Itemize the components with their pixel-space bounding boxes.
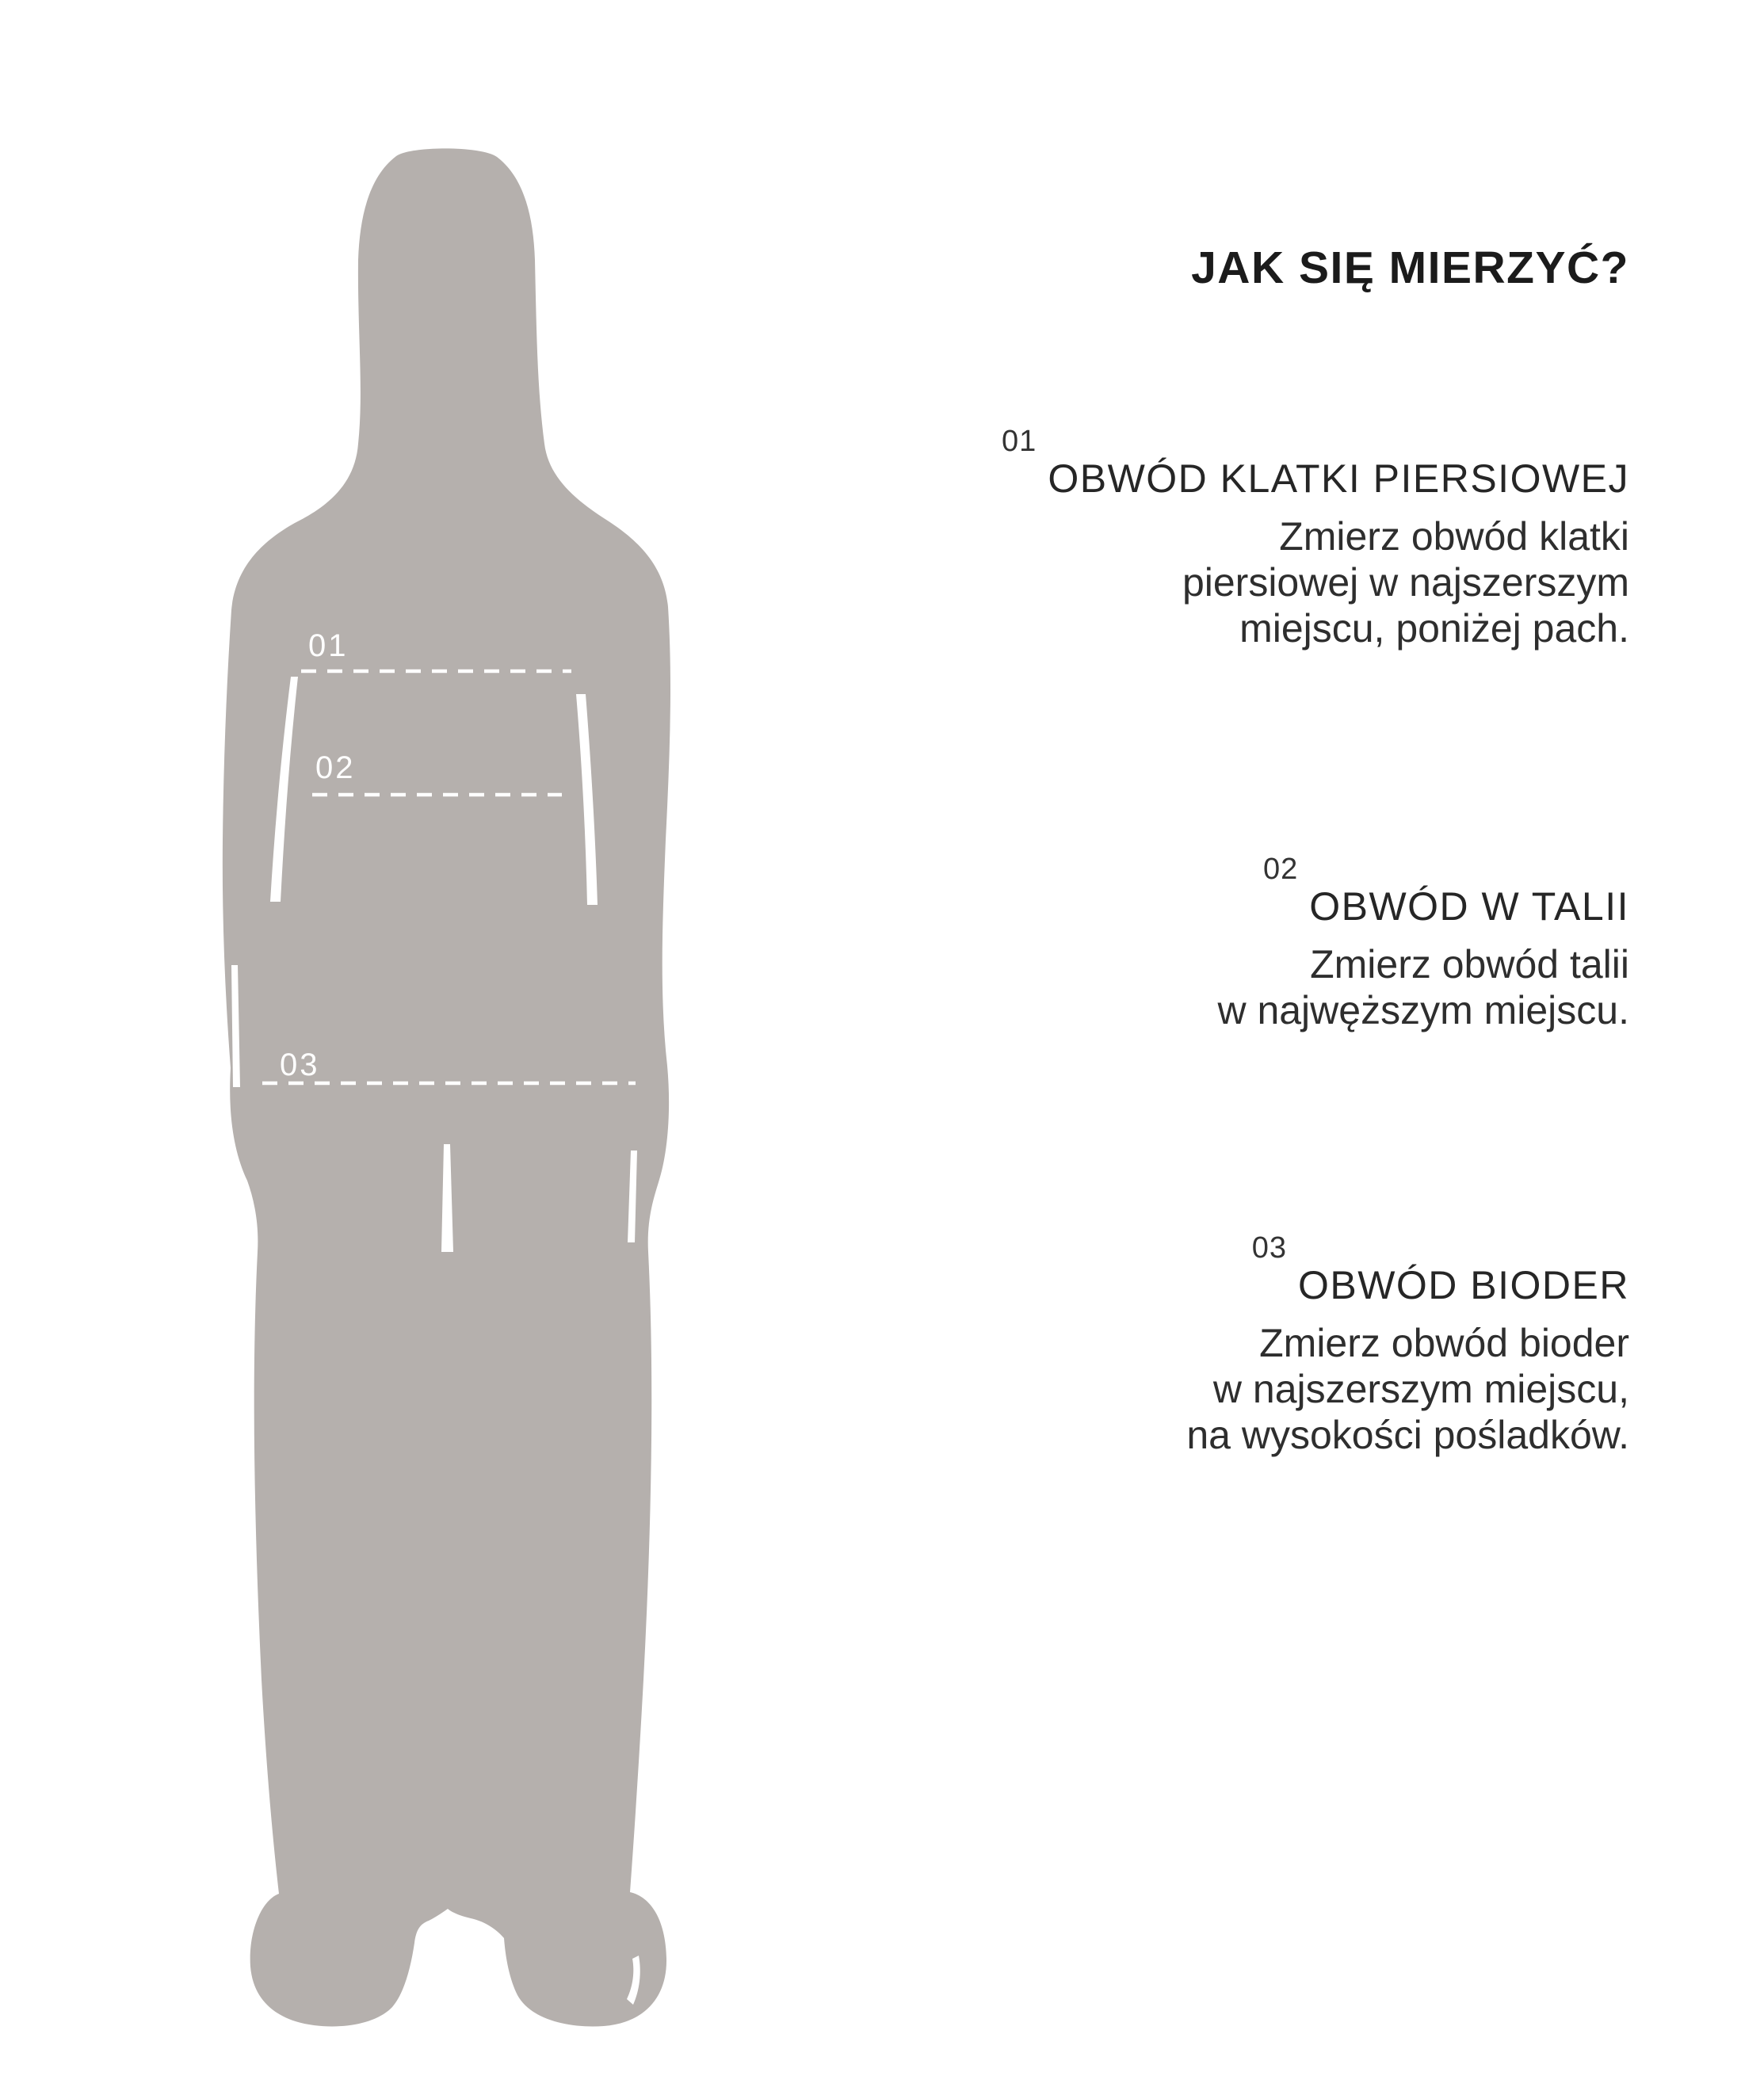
text-line: Zmierz obwód bioder bbox=[1259, 1321, 1629, 1365]
section-chest-description bbox=[876, 513, 1629, 651]
figure-marker-hips: 03 bbox=[280, 1048, 320, 1082]
text-line: miejscu, poniżej pach. bbox=[1239, 606, 1629, 651]
section-hips-heading bbox=[876, 1231, 1629, 1310]
section-waist-title: OBWÓD W TALII bbox=[1309, 884, 1629, 929]
section-waist bbox=[876, 853, 1629, 1033]
silhouette-body-shape bbox=[223, 148, 670, 2026]
section-hips bbox=[876, 1231, 1629, 1458]
figure-marker-chest: 01 bbox=[308, 628, 349, 663]
section-chest bbox=[876, 425, 1629, 651]
text-line: w najwęższym miejscu. bbox=[1217, 988, 1629, 1032]
section-hips-number: 03 bbox=[1251, 1231, 1287, 1265]
section-waist-number: 02 bbox=[1262, 853, 1299, 886]
text-line: Zmierz obwód klatki bbox=[1279, 514, 1629, 559]
section-chest-number: 01 bbox=[1002, 425, 1037, 458]
section-hips-description bbox=[876, 1320, 1629, 1458]
section-chest-heading bbox=[876, 425, 1629, 503]
text-line: na wysokości pośladków. bbox=[1186, 1413, 1629, 1457]
section-waist-description bbox=[876, 941, 1629, 1033]
section-chest-title: OBWÓD KLATKI PIERSIOWEJ bbox=[1048, 456, 1629, 501]
figure-marker-waist: 02 bbox=[315, 750, 356, 785]
text-line: Zmierz obwód talii bbox=[1310, 942, 1629, 986]
page-title: JAK SIĘ MIERZYĆ? bbox=[1191, 242, 1629, 294]
section-hips-title: OBWÓD BIODER bbox=[1297, 1263, 1629, 1307]
text-line: piersiowej w najszerszym bbox=[1182, 560, 1629, 605]
section-waist-heading bbox=[876, 853, 1629, 931]
text-line: w najszerszym miejscu, bbox=[1212, 1367, 1629, 1411]
